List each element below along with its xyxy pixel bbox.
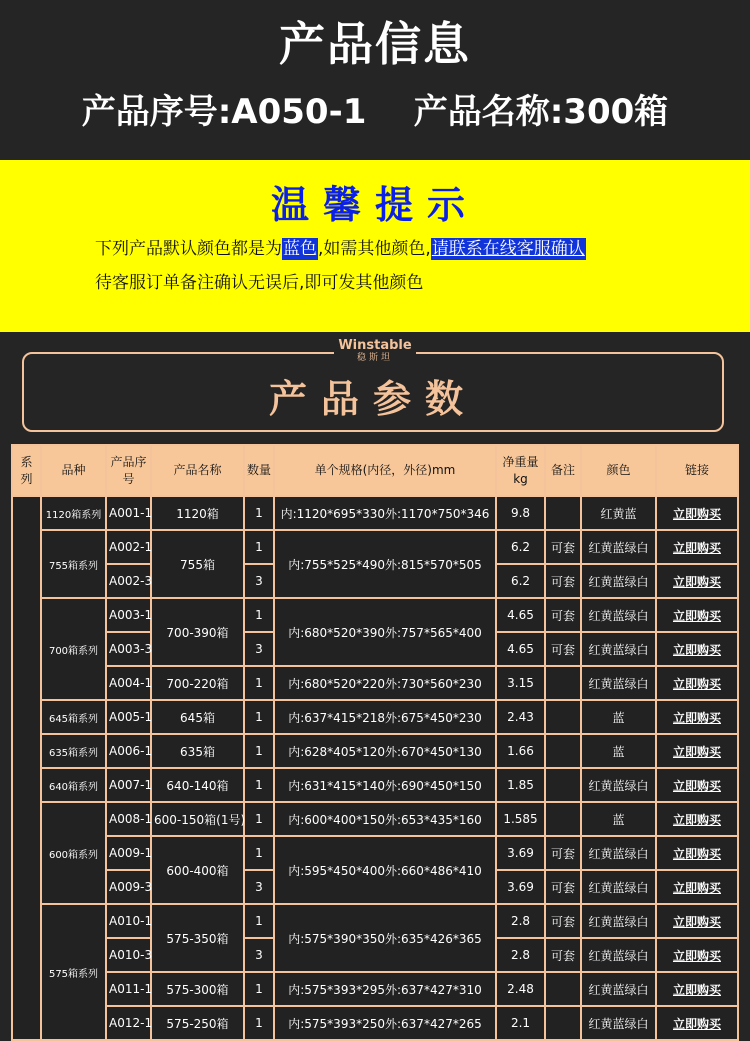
quantity-cell: 1	[244, 836, 274, 870]
buy-now-cell[interactable]	[656, 530, 738, 564]
color-cell: 红黄蓝绿白	[581, 632, 656, 666]
product-name-cell: 600-150箱(1号)	[151, 802, 244, 836]
product-name-cell: 575-350箱	[151, 904, 244, 972]
buy-now-cell[interactable]	[656, 564, 738, 598]
spec-cell: 内:628*405*120外:670*450*130	[274, 734, 496, 768]
product-info-header	[0, 0, 750, 160]
weight-cell: 1.85	[496, 768, 545, 802]
table-row	[12, 1006, 738, 1040]
notice-title: 温馨提示	[270, 183, 479, 227]
product-no-cell: A009-3	[106, 870, 151, 904]
color-cell: 红黄蓝绿白	[581, 870, 656, 904]
color-cell: 红黄蓝绿白	[581, 938, 656, 972]
product-name-cell: 700-390箱	[151, 598, 244, 666]
product-id-name: 产品序号:A050-1 产品名称:300箱	[81, 92, 669, 132]
product-no-cell: A003-1	[106, 598, 151, 632]
note-cell: 可套	[545, 530, 581, 564]
spec-cell: 内:680*520*220外:730*560*230	[274, 666, 496, 700]
quantity-cell: 1	[244, 700, 274, 734]
col-header-link: 链接	[656, 445, 738, 496]
brand-name-en: Winstable	[338, 338, 412, 353]
product-name-cell: 635箱	[151, 734, 244, 768]
product-no-cell: A005-1	[106, 700, 151, 734]
quantity-cell: 1	[244, 768, 274, 802]
variety-cell: 640箱系列	[41, 768, 106, 802]
table-row	[12, 836, 738, 870]
variety-cell: 1120箱系列	[41, 496, 106, 530]
product-no-cell: A012-1	[106, 1006, 151, 1040]
quantity-cell: 3	[244, 632, 274, 666]
col-header-weight: 净重量kg	[496, 445, 545, 496]
table-header-row	[12, 445, 738, 496]
spec-cell: 内:595*450*400外:660*486*410	[274, 836, 496, 904]
params-title: 产品参数	[268, 377, 477, 421]
quantity-cell: 3	[244, 870, 274, 904]
color-cell: 蓝	[581, 700, 656, 734]
col-header-variety: 品种	[41, 445, 106, 496]
buy-now-link[interactable]: 立即购买	[672, 642, 721, 657]
quantity-cell: 1	[244, 530, 274, 564]
buy-now-link[interactable]: 立即购买	[672, 744, 721, 759]
product-name-cell: 640-140箱	[151, 768, 244, 802]
col-header-color: 颜色	[581, 445, 656, 496]
color-cell: 红黄蓝绿白	[581, 530, 656, 564]
weight-cell: 2.8	[496, 938, 545, 972]
spec-cell: 内:680*520*390外:757*565*400	[274, 598, 496, 666]
weight-cell: 2.1	[496, 1006, 545, 1040]
buy-now-link[interactable]: 立即购买	[672, 1016, 721, 1031]
product-name-cell: 600-400箱	[151, 836, 244, 904]
weight-cell: 6.2	[496, 530, 545, 564]
quantity-cell: 1	[244, 904, 274, 938]
color-cell: 红黄蓝绿白	[581, 564, 656, 598]
brand-logo	[334, 338, 416, 368]
color-cell: 红黄蓝绿白	[581, 1006, 656, 1040]
col-header-quantity: 数量	[244, 445, 274, 496]
color-cell: 红黄蓝绿白	[581, 972, 656, 1006]
color-cell: 蓝	[581, 802, 656, 836]
buy-now-cell[interactable]	[656, 700, 738, 734]
page-title: 产品信息	[279, 17, 471, 71]
quantity-cell: 1	[244, 802, 274, 836]
buy-now-link[interactable]: 立即购买	[672, 540, 721, 555]
table-row	[12, 598, 738, 632]
weight-cell: 6.2	[496, 564, 545, 598]
product-no-cell: A004-1	[106, 666, 151, 700]
buy-now-link[interactable]: 立即购买	[672, 574, 721, 589]
quantity-cell: 3	[244, 564, 274, 598]
product-no-cell: A011-1	[106, 972, 151, 1006]
weight-cell: 9.8	[496, 496, 545, 530]
buy-now-cell[interactable]	[656, 870, 738, 904]
note-cell: 可套	[545, 904, 581, 938]
note-cell	[545, 734, 581, 768]
product-no-cell: A009-1	[106, 836, 151, 870]
notice-text: ,如需其他颜色,	[318, 239, 431, 259]
notice-text: 下列产品默认颜色都是为	[95, 239, 282, 259]
quantity-cell: 1	[244, 972, 274, 1006]
spec-cell: 内:575*390*350外:635*426*365	[274, 904, 496, 972]
quantity-cell: 1	[244, 734, 274, 768]
buy-now-link[interactable]: 立即购买	[672, 948, 721, 963]
table-row	[12, 496, 738, 530]
variety-cell: 575箱系列	[41, 904, 106, 1040]
quantity-cell: 1	[244, 496, 274, 530]
spec-cell: 内:637*415*218外:675*450*230	[274, 700, 496, 734]
product-spec-table	[11, 444, 739, 1041]
table-row	[12, 700, 738, 734]
product-name-cell: 1120箱	[151, 496, 244, 530]
col-header-product-name: 产品名称	[151, 445, 244, 496]
buy-now-link[interactable]: 立即购买	[672, 846, 721, 861]
table-row	[12, 666, 738, 700]
buy-now-cell[interactable]	[656, 632, 738, 666]
buy-now-cell[interactable]	[656, 768, 738, 802]
color-cell: 红黄蓝	[581, 496, 656, 530]
color-cell: 红黄蓝绿白	[581, 666, 656, 700]
color-cell: 红黄蓝绿白	[581, 836, 656, 870]
buy-now-cell[interactable]	[656, 904, 738, 938]
note-cell	[545, 768, 581, 802]
buy-now-link[interactable]: 立即购买	[672, 778, 721, 793]
table-row	[12, 530, 738, 564]
spec-cell: 内:1120*695*330外:1170*750*346	[274, 496, 496, 530]
product-no-cell: A003-3	[106, 632, 151, 666]
weight-cell: 1.585	[496, 802, 545, 836]
note-cell: 可套	[545, 938, 581, 972]
spec-cell: 内:600*400*150外:653*435*160	[274, 802, 496, 836]
note-cell	[545, 972, 581, 1006]
table-row	[12, 768, 738, 802]
color-cell: 红黄蓝绿白	[581, 768, 656, 802]
spec-cell: 内:755*525*490外:815*570*505	[274, 530, 496, 598]
product-no-cell: A002-3	[106, 564, 151, 598]
notice-line-2: 待客服订单备注确认无误后,即可发其他颜色	[95, 273, 424, 293]
product-name-cell: 700-220箱	[151, 666, 244, 700]
table-row	[12, 972, 738, 1006]
note-cell: 可套	[545, 598, 581, 632]
buy-now-link[interactable]: 立即购买	[672, 710, 721, 725]
product-no-cell: A007-1	[106, 768, 151, 802]
brand-name-cn: 稳斯坦	[356, 353, 393, 363]
col-header-product-no: 产品序号	[106, 445, 151, 496]
series-column-cell	[12, 496, 41, 1040]
buy-now-link[interactable]: 立即购买	[672, 812, 721, 827]
color-cell: 红黄蓝绿白	[581, 598, 656, 632]
notice-banner	[0, 160, 750, 332]
default-color-highlight: 蓝色	[283, 239, 317, 259]
buy-now-cell[interactable]	[656, 972, 738, 1006]
buy-now-cell[interactable]	[656, 802, 738, 836]
table-row	[12, 904, 738, 938]
weight-cell: 2.43	[496, 700, 545, 734]
note-cell: 可套	[545, 564, 581, 598]
note-cell	[545, 666, 581, 700]
table-body	[12, 496, 738, 1040]
spec-cell: 内:631*415*140外:690*450*150	[274, 768, 496, 802]
weight-cell: 2.8	[496, 904, 545, 938]
weight-cell: 1.66	[496, 734, 545, 768]
note-cell: 可套	[545, 836, 581, 870]
product-no-cell: A010-3	[106, 938, 151, 972]
product-no-cell: A002-1	[106, 530, 151, 564]
variety-cell: 755箱系列	[41, 530, 106, 598]
buy-now-cell[interactable]	[656, 734, 738, 768]
buy-now-link[interactable]: 立即购买	[672, 676, 721, 691]
weight-cell: 4.65	[496, 598, 545, 632]
variety-cell: 600箱系列	[41, 802, 106, 904]
table-row	[12, 802, 738, 836]
note-cell: 可套	[545, 870, 581, 904]
product-name-cell: 575-250箱	[151, 1006, 244, 1040]
buy-now-link[interactable]: 立即购买	[672, 914, 721, 929]
notice-line-1	[95, 234, 586, 259]
col-header-note: 备注	[545, 445, 581, 496]
product-no-cell: A001-1	[106, 496, 151, 530]
buy-now-cell[interactable]	[656, 836, 738, 870]
contact-service-link[interactable]: 请联系在线客服确认	[431, 239, 585, 259]
product-name-cell: 575-300箱	[151, 972, 244, 1006]
buy-now-link[interactable]: 立即购买	[672, 982, 721, 997]
product-no-cell: A010-1	[106, 904, 151, 938]
variety-cell: 635箱系列	[41, 734, 106, 768]
weight-cell: 3.69	[496, 836, 545, 870]
quantity-cell: 1	[244, 1006, 274, 1040]
buy-now-link[interactable]: 立即购买	[672, 608, 721, 623]
product-name-cell: 645箱	[151, 700, 244, 734]
product-no-cell: A008-1	[106, 802, 151, 836]
note-cell	[545, 1006, 581, 1040]
weight-cell: 3.69	[496, 870, 545, 904]
color-cell: 红黄蓝绿白	[581, 904, 656, 938]
spec-cell: 内:575*393*250外:637*427*265	[274, 1006, 496, 1040]
color-cell: 蓝	[581, 734, 656, 768]
variety-cell: 700箱系列	[41, 598, 106, 700]
product-no-cell: A006-1	[106, 734, 151, 768]
note-cell	[545, 700, 581, 734]
quantity-cell: 3	[244, 938, 274, 972]
variety-cell: 645箱系列	[41, 700, 106, 734]
buy-now-cell[interactable]	[656, 666, 738, 700]
weight-cell: 3.15	[496, 666, 545, 700]
buy-now-cell[interactable]	[656, 1006, 738, 1040]
buy-now-cell[interactable]	[656, 598, 738, 632]
spec-cell: 内:575*393*295外:637*427*310	[274, 972, 496, 1006]
col-header-spec: 单个规格(内径，外径)mm	[274, 445, 496, 496]
col-header-series: 系列	[12, 445, 41, 496]
note-cell: 可套	[545, 632, 581, 666]
weight-cell: 4.65	[496, 632, 545, 666]
quantity-cell: 1	[244, 598, 274, 632]
quantity-cell: 1	[244, 666, 274, 700]
weight-cell: 2.48	[496, 972, 545, 1006]
note-cell	[545, 496, 581, 530]
buy-now-link[interactable]: 立即购买	[672, 506, 721, 521]
table-row	[12, 734, 738, 768]
product-name-cell: 755箱	[151, 530, 244, 598]
buy-now-link[interactable]: 立即购买	[672, 880, 721, 895]
note-cell	[545, 802, 581, 836]
buy-now-cell[interactable]	[656, 938, 738, 972]
buy-now-cell[interactable]	[656, 496, 738, 530]
